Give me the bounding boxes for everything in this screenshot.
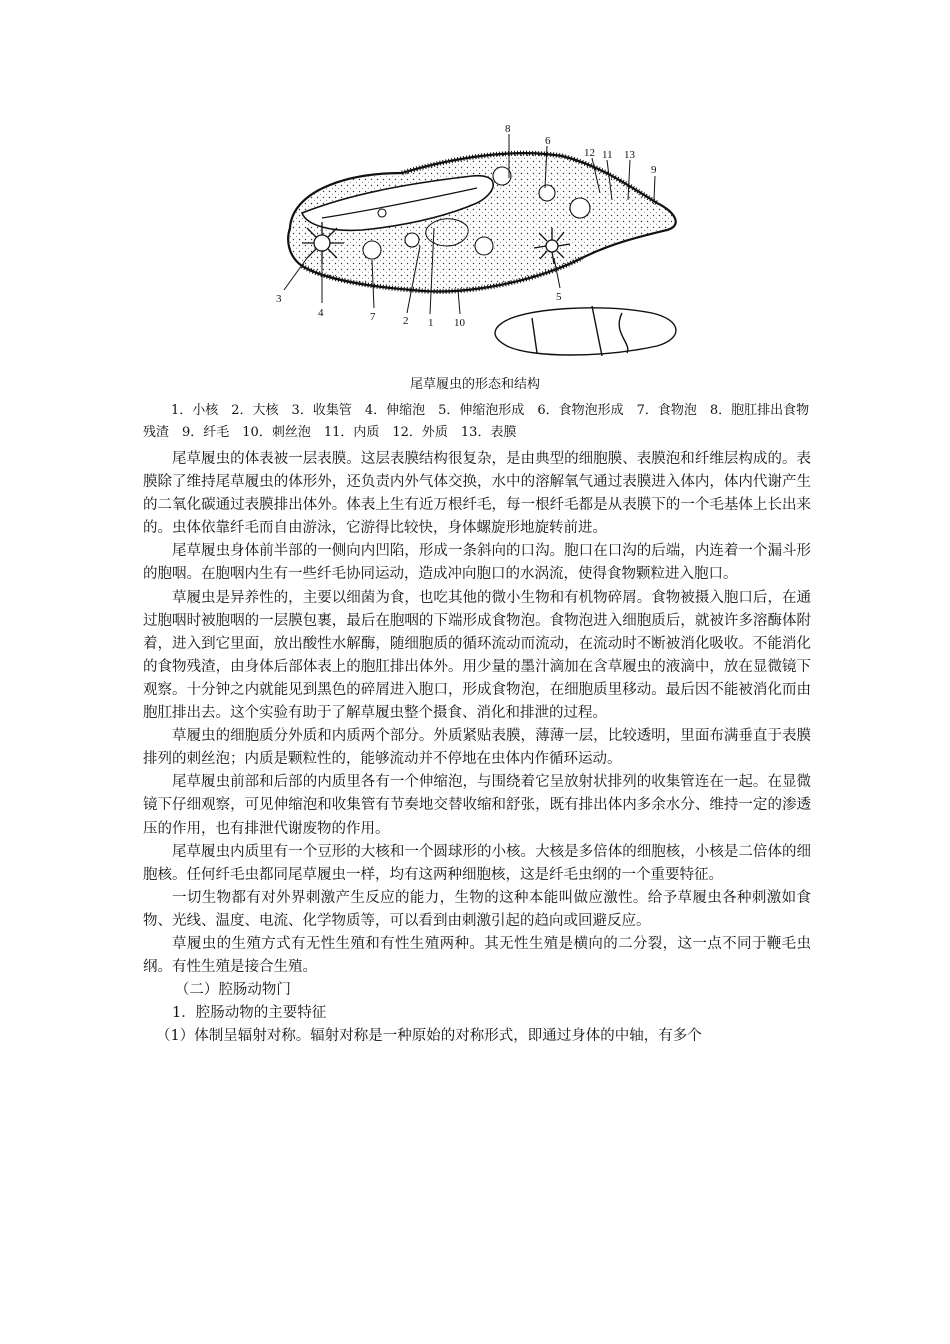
paragraph: 尾草履虫前部和后部的内质里各有一个伸缩泡，与围绕着它呈放射状排列的收集管连在一起。在显微镜下仔细观察，可见伸缩泡和收集管有节奏地交替收缩和舒张，既有排出体内多余水分、维持一定的渗透压的作用，也有排泄代谢废物的作用。 <box>143 774 811 837</box>
subsection-heading: 1．腔肠动物的主要特征 <box>172 1005 327 1022</box>
figure-label: 4 <box>318 307 324 319</box>
paragraph: 草履虫的生殖方式有无性生殖和有性生殖两种。其无性生殖是横向的二分裂，这一点不同于鞭毛虫纲。有性生殖是接合生殖。 <box>143 935 811 976</box>
section-heading: （二）腔肠动物门 <box>174 982 291 999</box>
paragraph: 尾草履虫身体前半部的一侧向内凹陷，形成一条斜向的口沟。胞口在口沟的后端，内连着一个漏斗形的胞咽。在胞咽内生有一些纤毛协同运动，造成冲向胞口的水涡流，使得食物颗粒进入胞口。 <box>143 543 811 583</box>
figure-label: 7 <box>370 311 376 323</box>
figure-label: 10 <box>454 317 465 329</box>
figure-caption: 尾草履虫的形态和结构 <box>409 377 540 392</box>
paragraph: 尾草履虫内质里有一个豆形的大核和一个圆球形的小核。大核是多倍体的细胞核，小核是二倍体的细胞核。任何纤毛虫都同尾草履虫一样，均有这两种细胞核，这是纤毛虫纲的一个重要特征。 <box>143 843 811 883</box>
figure-legend: 1．小核 2．大核 3．收集管 4．伸缩泡 5．伸缩泡形成 6．食物泡形成 7．食物泡 8．胞肛排出食物残渣 9．纤毛 10．刺丝泡 11．内质 12．外质 13．表膜 <box>143 403 810 440</box>
figure-label: 6 <box>545 135 551 147</box>
figure-label: 11 <box>602 149 613 161</box>
figure-label: 2 <box>403 315 409 327</box>
figure-label: 12 <box>584 147 595 159</box>
body-text <box>143 448 811 1048</box>
figure-label: 9 <box>651 164 657 176</box>
figure-label: 5 <box>556 291 562 303</box>
paragraph: 尾草履虫的体表被一层表膜。这层表膜结构很复杂，是由典型的细胞膜、表膜泡和纤维层构成的。表膜除了维持尾草履虫的体形外，还负责内外气体交换，水中的溶解氧气通过表膜进入体内，体内代谢产生的二氧化碳通过表膜排出体外。体表上生有近万根纤毛，每一根纤毛都是从表膜下的一个毛基体上长出来的。虫体依靠纤毛而自由游泳，它游得比较快，身体螺旋形地旋转前进。 <box>143 451 811 537</box>
paragraph: （1）体制呈辐射对称。辐射对称是一种原始的对称形式，即通过身体的中轴，有多个 <box>156 1028 702 1045</box>
paramecium-illustration <box>262 118 692 380</box>
figure-label: 1 <box>428 317 434 329</box>
paragraph: 草履虫是异养性的，主要以细菌为食，也吃其他的微小生物和有机物碎屑。食物被摄入胞口后，在通过胞咽时被胞咽的一层膜包裹，最后在胞咽的下端形成食物泡。食物泡进入细胞质后，就被许多溶酶体附着，进入到它里面，放出酸性水解酶，随细胞质的循环流动而流动，在流动时不断被消化吸收。不能消化的食物残渣，由身体后部体表上的胞肛排出体外。用少量的墨汁滴加在含草履虫的液滴中，放在显微镜下观察。十分钟之内就能见到黑色的碎屑进入胞口，形成食物泡，在细胞质里移动。最后因不能被消化而由胞肛排出去。这个实验有助于了解草履虫整个摄食、消化和排泄的过程。 <box>143 589 811 722</box>
figure-label: 3 <box>276 293 282 305</box>
paragraph: 一切生物都有对外界刺激产生反应的能力，生物的这种本能叫做应激性。给予草履虫各种刺激如食物、光线、温度、电流、化学物质等，可以看到由刺激引起的趋向或回避反应。 <box>143 889 811 929</box>
paragraph: 草履虫的细胞质分外质和内质两个部分。外质紧贴表膜，薄薄一层，比较透明，里面布满垂直于表膜排列的刺丝泡；内质是颗粒性的，能够流动并不停地在虫体内作循环运动。 <box>143 728 811 768</box>
figure-label: 8 <box>505 123 511 135</box>
paramecium-figure <box>262 118 692 380</box>
figure-label: 13 <box>624 149 635 161</box>
